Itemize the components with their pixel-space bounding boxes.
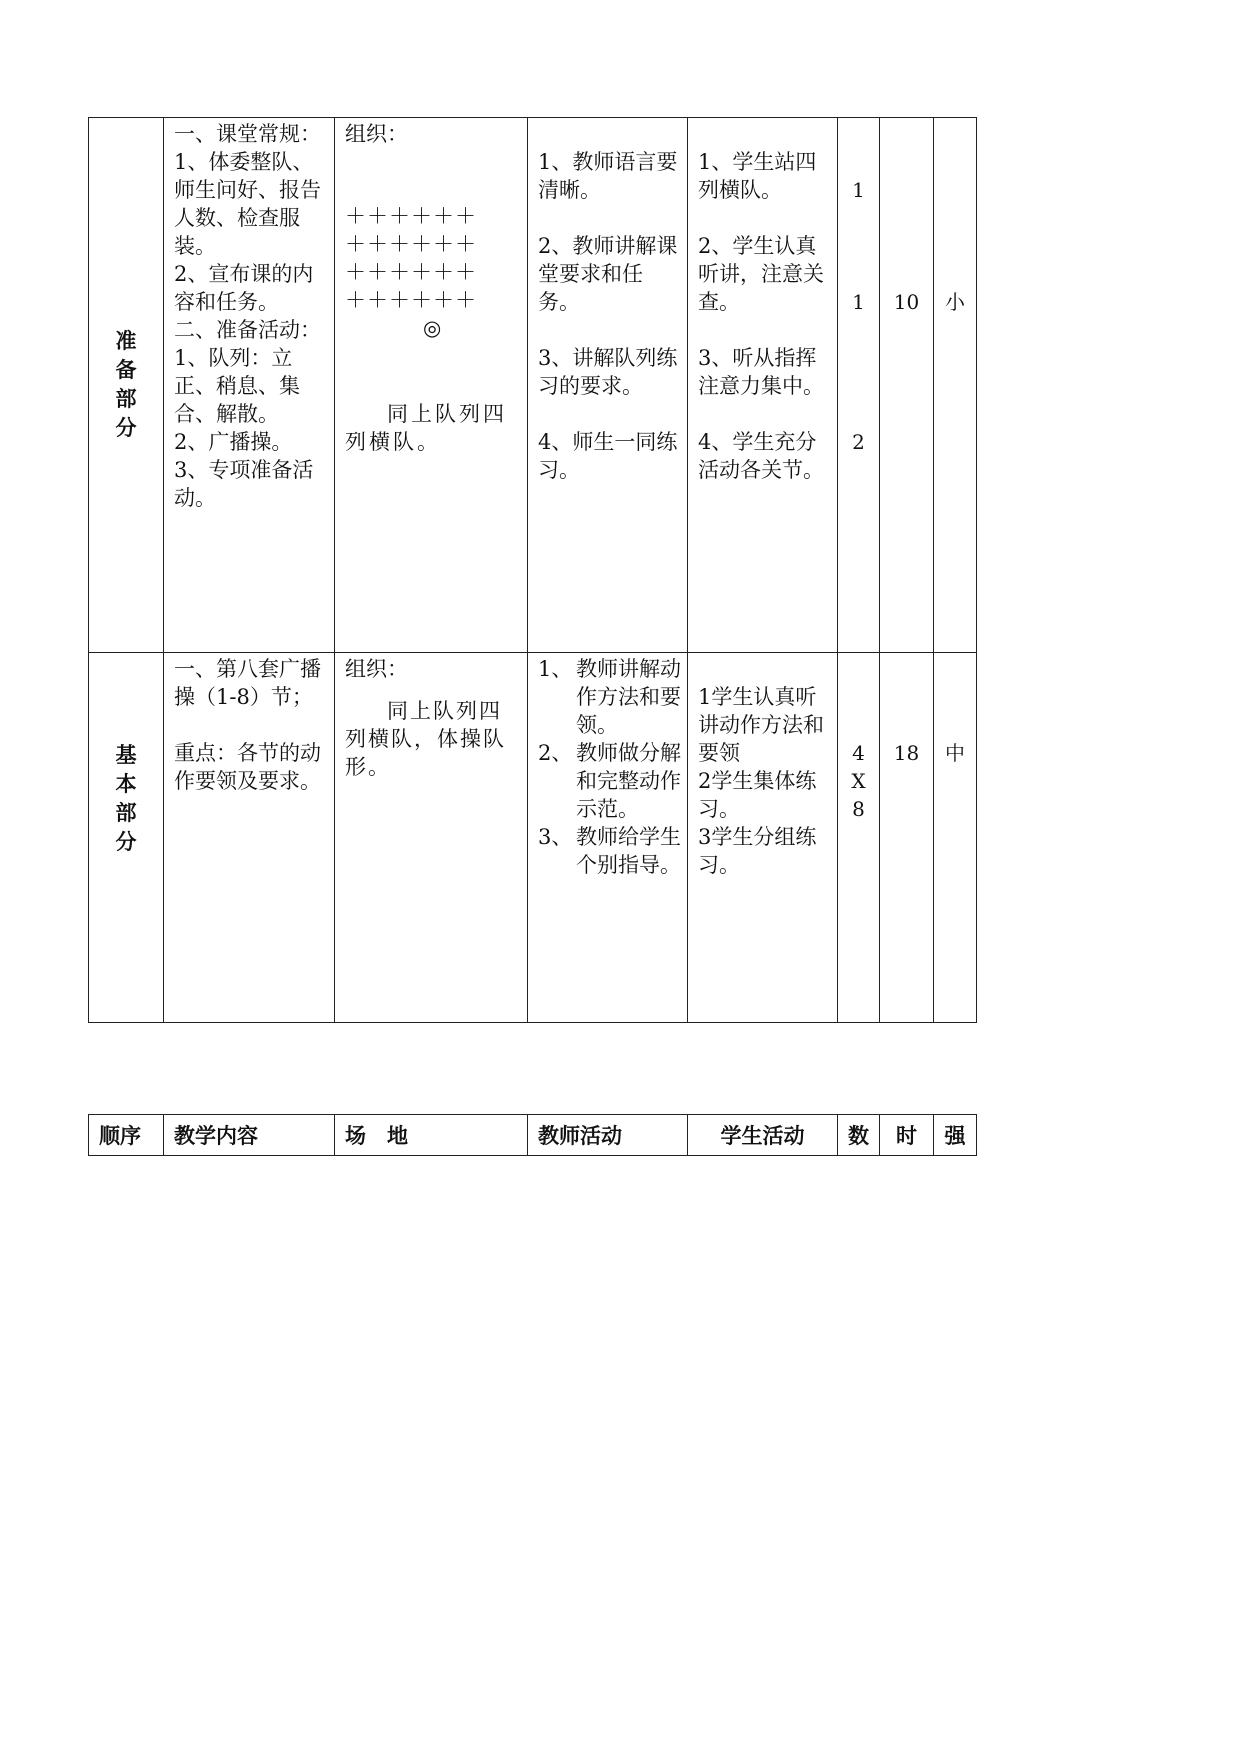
teacher-step: 3、 教师给学生个别指导。: [538, 825, 681, 877]
prep-content-cell: 一、课堂常规： 1、体委整队、师生问好、报告人数、检查服装。 2、宣布课的内容和任务。 二、准备活动： 1、队列：立正、稍息、集合、解散。 2、广播操。 3、专项准备活动。: [164, 118, 335, 653]
header-student: 学生活动: [688, 1115, 838, 1156]
basic-count-cell: 4 X 8: [838, 653, 880, 1023]
prep-venue-cell: [335, 118, 528, 653]
prep-teacher-cell: 1、教师语言要清晰。 2、教师讲解课堂要求和任务。 3、讲解队列练习的要求。 4、师生一同练习。: [528, 118, 688, 653]
section-label-prep: 准 备 部 分: [89, 118, 164, 653]
header-row: [89, 1115, 977, 1156]
section-label-basic: 基 本 部 分: [89, 653, 164, 1023]
prep-count-cell: [838, 118, 880, 653]
basic-venue-note: 同上队列四列横队，体操队形。: [345, 699, 506, 779]
prep-intensity-cell: 小: [934, 118, 977, 653]
header-content: 教学内容: [164, 1115, 335, 1156]
prep-venue-title: 组织：: [345, 122, 408, 146]
column-header-table: [88, 1114, 977, 1156]
basic-teacher-cell: [528, 653, 688, 1023]
teacher-step-list: [528, 655, 687, 879]
section-basic-row: [89, 653, 977, 1023]
header-order: 顺序: [89, 1115, 164, 1156]
basic-student-cell: 1学生认真听讲动作方法和要领 2学生集体练习。 3学生分组练习。: [688, 653, 838, 1023]
formation-row: ＋＋＋＋＋＋: [345, 232, 477, 256]
teacher-step: 2、 教师做分解和完整动作示范。: [538, 741, 681, 821]
count-value: 2: [852, 430, 865, 454]
basic-intensity-cell: 中: [934, 653, 977, 1023]
basic-time-cell: 18: [880, 653, 934, 1023]
basic-venue-title: 组织：: [345, 657, 408, 681]
basic-venue-cell: [335, 653, 528, 1023]
header-teacher: 教师活动: [528, 1115, 688, 1156]
header-count: 数: [838, 1115, 880, 1156]
section-prep-row: [89, 118, 977, 653]
prep-student-cell: 1、学生站四列横队。 2、学生认真听讲，注意关查。 3、听从指挥注意力集中。 4、学生充分活动各关节。: [688, 118, 838, 653]
count-value: 1: [852, 290, 865, 314]
teacher-step: 1、 教师讲解动作方法和要领。: [538, 657, 681, 737]
header-venue: 场 地: [335, 1115, 528, 1156]
header-time: 时: [880, 1115, 934, 1156]
count-value: 1: [852, 178, 865, 202]
formation-row: ＋＋＋＋＋＋: [345, 204, 477, 228]
basic-content-cell: 一、第八套广播操（1-8）节； 重点：各节的动作要领及要求。: [164, 653, 335, 1023]
lesson-plan-table: [88, 117, 977, 1023]
formation-row: ＋＋＋＋＋＋: [345, 260, 477, 284]
formation-row: ＋＋＋＋＋＋: [345, 288, 477, 312]
prep-time-cell: 10: [880, 118, 934, 653]
teacher-position-mark: ◎: [423, 316, 443, 340]
header-intensity: 强: [934, 1115, 977, 1156]
prep-venue-note: 同上队列四列横队。: [345, 402, 507, 454]
